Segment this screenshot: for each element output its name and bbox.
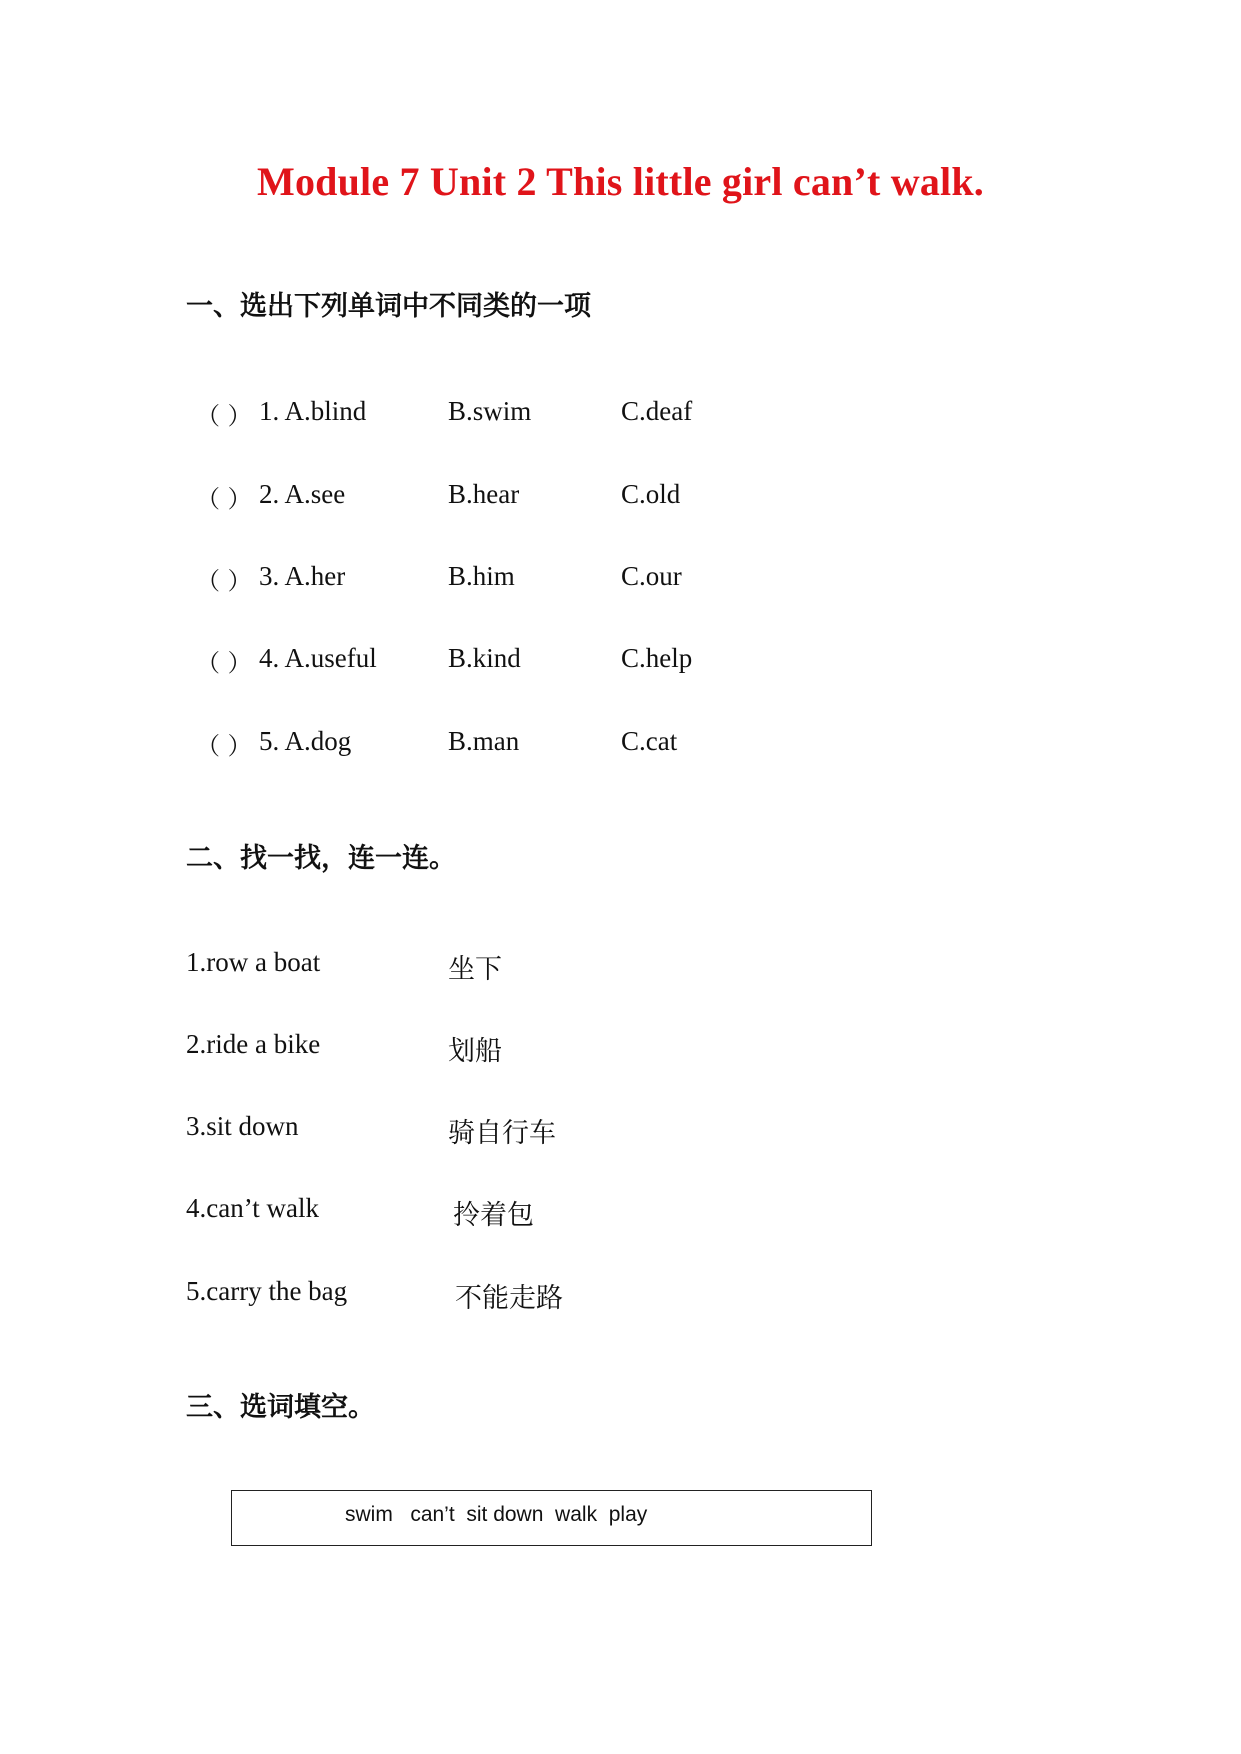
option-a: 5. A.dog [259,726,352,756]
option-b: B.swim [448,396,532,426]
option-c: C.cat [621,726,678,756]
section-three-heading: 三、选词填空。 [186,1392,375,1423]
option-c: C.deaf [621,396,693,426]
match-chinese[interactable]: 不能走路 [455,1283,563,1314]
answer-blank[interactable]: （ ） [196,567,252,595]
match-english[interactable]: 2.ride a bike [186,1029,321,1059]
section-two-heading: 二、找一找，连一连。 [186,843,456,874]
option-c: C.old [621,479,681,509]
match-english[interactable]: 3.sit down [186,1111,299,1141]
section-one-heading: 一、选出下列单词中不同类的一项 [186,291,591,322]
match-english[interactable]: 5.carry the bag [186,1276,348,1306]
answer-blank[interactable]: （ ） [196,402,252,430]
option-c: C.our [621,561,682,591]
option-b: B.kind [448,643,521,673]
word-bank-text: swim can’t sit down walk play [345,1503,648,1526]
answer-blank[interactable]: （ ） [196,732,252,760]
answer-blank[interactable]: （ ） [196,649,252,677]
option-a: 1. A.blind [259,396,367,426]
match-english[interactable]: 4.can’t walk [186,1193,319,1223]
option-a: 2. A.see [259,479,346,509]
option-b: B.him [448,561,515,591]
match-chinese[interactable]: 拎着包 [453,1200,534,1231]
option-b: B.man [448,726,520,756]
option-a: 4. A.useful [259,643,377,673]
match-english[interactable]: 1.row a boat [186,947,321,977]
match-chinese[interactable]: 骑自行车 [448,1118,556,1149]
match-chinese[interactable]: 划船 [448,1036,502,1067]
answer-blank[interactable]: （ ） [196,485,252,513]
word-bank-box [231,1490,872,1546]
option-a: 3. A.her [259,561,346,591]
option-c: C.help [621,643,693,673]
match-chinese[interactable]: 坐下 [448,954,502,985]
page-title: Module 7 Unit 2 This little girl can’t walk. [257,159,984,204]
option-b: B.hear [448,479,520,509]
